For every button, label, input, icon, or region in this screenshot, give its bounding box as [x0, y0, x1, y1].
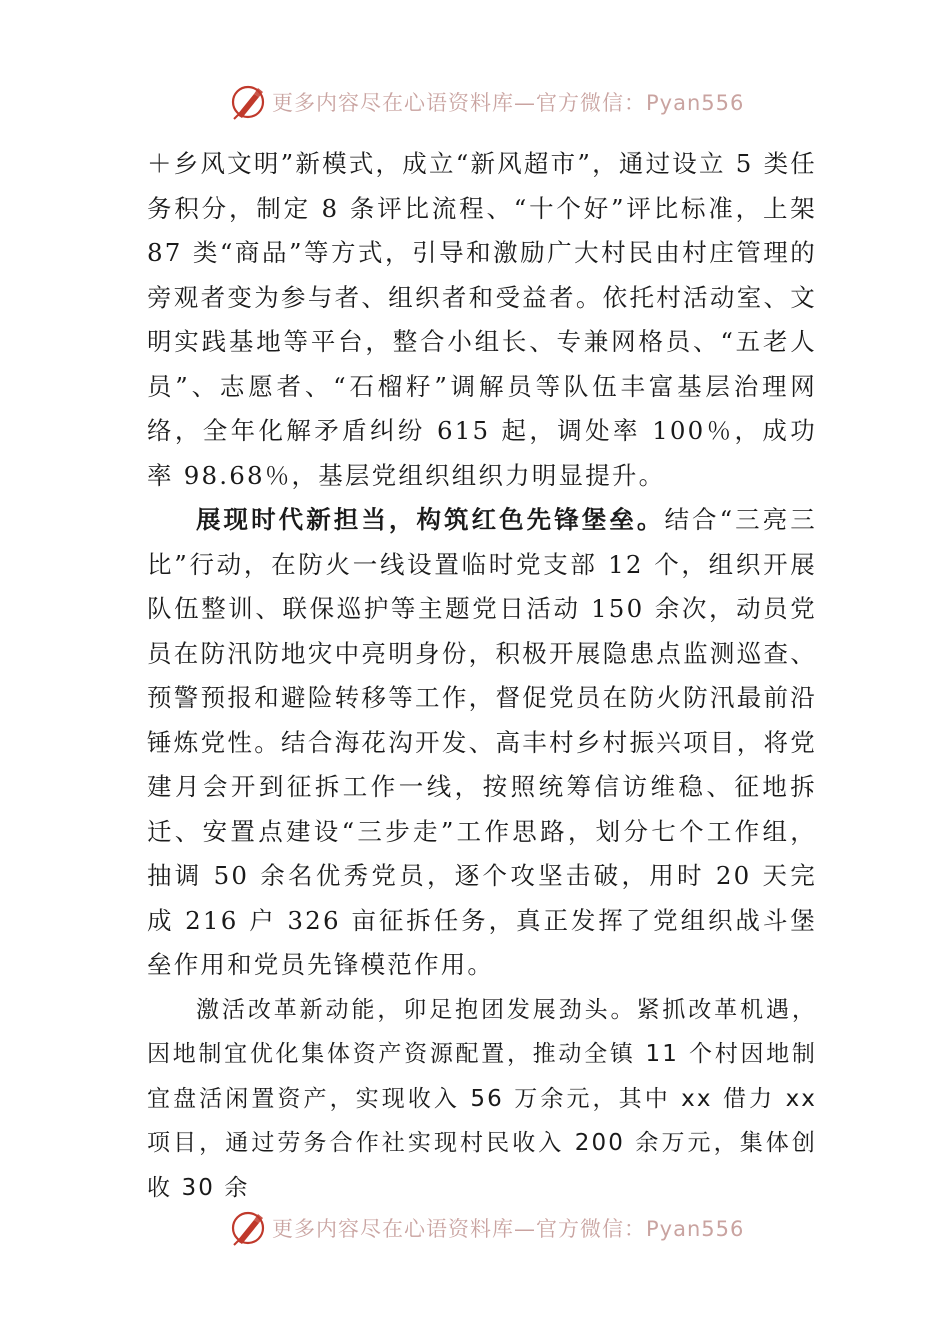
paragraph-3 — [147, 988, 817, 1211]
pen-nib-icon — [228, 82, 268, 122]
watermark-header — [228, 80, 748, 124]
watermark-footer — [228, 1206, 748, 1250]
paragraph-text: 激活改革新动能，卯足抱团发展劲头。紧抓改革机遇，因地制宜优化集体资产资源配置，推动全镇 11 个村因地制宜盘活闲置资产，实现收入 56 万余元，其中 xx 借力 xx 项目，通过劳务合作社实现村民收入 200 余万元，集体创收 30 余 — [147, 996, 817, 1201]
watermark-text: 更多内容尽在心语资料库—官方微信：Pyan556 — [272, 1217, 745, 1241]
paragraph-2 — [147, 498, 817, 988]
watermark-text: 更多内容尽在心语资料库—官方微信：Pyan556 — [272, 91, 745, 115]
paragraph-text: ＋乡风文明”新模式，成立“新风超市”，通过设立 5 类任务积分，制定 8 条评比流程、“十个好”评比标准，上架 87 类“商品”等方式，引导和激励广大村民由村庄管理的旁观者变为参与者、组织者和受益者。依托村活动室、文明实践基地等平台，整合小组长、专兼网格员、“五老人员”、志愿者、“石榴籽”调解员等队伍丰富基层治理网络，全年化解矛盾纠纷 615 起，调处率 100％，成功率 98.68％，基层党组织组织力明显提升。 — [147, 149, 817, 490]
document-body — [147, 142, 817, 1210]
paragraph-lead: 展现时代新担当，构筑红色先锋堡垒。 — [196, 505, 665, 534]
pen-nib-icon — [228, 1208, 268, 1248]
paragraph-1 — [147, 142, 817, 498]
paragraph-text: 结合“三亮三比”行动，在防火一线设置临时党支部 12 个，组织开展队伍整训、联保巡护等主题党日活动 150 余次，动员党员在防汛防地灾中亮明身份，积极开展隐患点监测巡查、预警预报和避险转移等工作，督促党员在防火防汛最前沿锤炼党性。结合海花沟开发、高丰村乡村振兴项目，将党建月会开到征拆工作一线，按照统筹信访维稳、征地拆迁、安置点建设“三步走”工作思路，划分七个工作组，抽调 50 余名优秀党员，逐个攻坚击破，用时 20 天完成 216 户 326 亩征拆任务，真正发挥了党组织战斗堡垒作用和党员先锋模范作用。 — [147, 505, 817, 979]
